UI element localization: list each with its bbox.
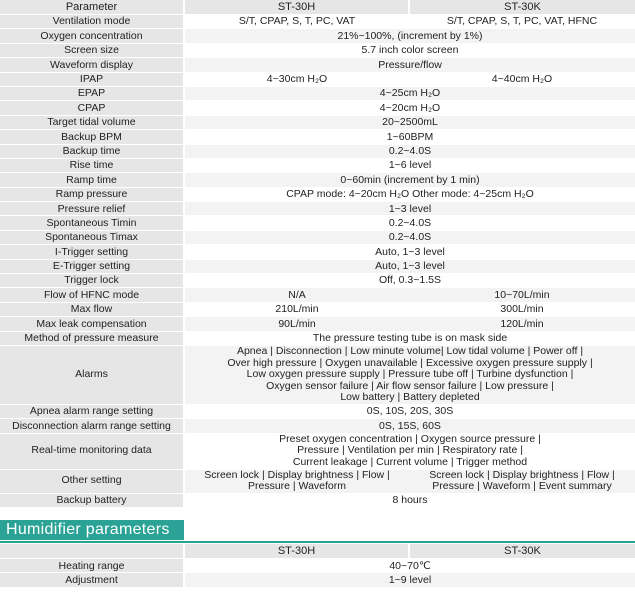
spec-label: EPAP xyxy=(0,86,184,100)
spec-value: 21%~100%, (increment by 1%) xyxy=(184,29,635,43)
spec-label: Rise time xyxy=(0,158,184,172)
spec-label: Apnea alarm range setting xyxy=(0,404,184,418)
humidifier-value: 40~70℃ xyxy=(184,559,635,573)
header-st-30k: ST-30K xyxy=(409,0,635,15)
spec-value: 5.7 inch color screen xyxy=(184,43,635,57)
spec-row xyxy=(0,274,635,288)
spec-row xyxy=(0,101,635,115)
spec-value: CPAP mode: 4~20cm H₂O Other mode: 4~25cm H₂O xyxy=(184,187,635,201)
spec-label: Disconnection alarm range setting xyxy=(0,419,184,433)
text-line: Low oxygen pressure supply | Pressure tube off | Turbine dysfunction | xyxy=(246,368,574,381)
spec-row xyxy=(0,86,635,100)
text-line: Current leakage | Current volume | Trigger method xyxy=(292,455,528,468)
spec-value-st-30h: 4~30cm H₂O xyxy=(184,72,409,86)
spec-value: The pressure testing tube is on mask side xyxy=(184,331,635,345)
spec-row xyxy=(0,72,635,86)
spec-value: 0S, 15S, 60S xyxy=(184,419,635,433)
spec-value-st-30h: 210L/min xyxy=(184,302,409,316)
text-line: Oxygen sensor failure | Air flow sensor failure | Low pressure | xyxy=(266,379,554,392)
humidifier-section-header xyxy=(0,520,635,544)
spec-value: Off, 0.3~1.5S xyxy=(184,274,635,288)
humidifier-header-st-30h: ST-30H xyxy=(184,544,409,559)
spec-row xyxy=(0,331,635,345)
spec-row xyxy=(0,404,635,418)
spec-value: 1~6 level xyxy=(184,158,635,172)
spec-label: Pressure relief xyxy=(0,202,184,216)
spec-value: 4~25cm H₂O xyxy=(184,86,635,100)
spec-label: Target tidal volume xyxy=(0,115,184,129)
spec-label: Method of pressure measure xyxy=(0,331,184,345)
humidifier-table xyxy=(0,544,635,588)
spec-row xyxy=(0,302,635,316)
spec-label: Spontaneous Timin xyxy=(0,216,184,230)
spec-label: Max flow xyxy=(0,302,184,316)
spec-row xyxy=(0,245,635,259)
text-line: Pressure | Ventilation per min | Respiratory rate | xyxy=(297,444,523,457)
other-st-30k xyxy=(409,469,635,493)
spec-value-st-30k: S/T, CPAP, S, T, PC, VAT, HFNC xyxy=(409,15,635,29)
spec-row xyxy=(0,43,635,57)
spec-row-realtime xyxy=(0,433,635,469)
humidifier-value: 1~9 level xyxy=(184,573,635,587)
spec-row xyxy=(0,158,635,172)
section-divider xyxy=(0,541,635,543)
spec-value: 4~20cm H₂O xyxy=(184,101,635,115)
spec-row xyxy=(0,187,635,201)
other-st-30h xyxy=(184,469,409,493)
spec-value: 1~60BPM xyxy=(184,130,635,144)
spec-value-st-30h: 90L/min xyxy=(184,317,409,331)
spec-value: Auto, 1~3 level xyxy=(184,259,635,273)
realtime-list xyxy=(184,433,635,469)
humidifier-row xyxy=(0,559,635,573)
humidifier-title: Humidifier parameters xyxy=(0,520,184,540)
spec-value: 20~2500mL xyxy=(184,115,635,129)
spec-label: IPAP xyxy=(0,72,184,86)
spec-value: 0.2~4.0S xyxy=(184,230,635,244)
spec-row xyxy=(0,230,635,244)
spec-row-alarms xyxy=(0,345,635,404)
spec-label: Spontaneous Timax xyxy=(0,230,184,244)
spec-value-st-30k: 300L/min xyxy=(409,302,635,316)
humidifier-header-row xyxy=(0,544,635,559)
spec-row xyxy=(0,202,635,216)
spec-label: Max leak compensation xyxy=(0,317,184,331)
spec-label: Real-time monitoring data xyxy=(0,433,184,469)
spec-row xyxy=(0,130,635,144)
spec-row xyxy=(0,288,635,302)
humidifier-header-st-30k: ST-30K xyxy=(409,544,635,559)
spec-label: Flow of HFNC mode xyxy=(0,288,184,302)
spec-label: I-Trigger setting xyxy=(0,245,184,259)
text-line: Pressure | Waveform | Event summary xyxy=(432,480,612,493)
spec-value: 0~60min (increment by 1 min) xyxy=(184,173,635,187)
text-line: Pressure | Waveform xyxy=(247,480,347,493)
spec-label: Waveform display xyxy=(0,58,184,72)
spec-label: Ramp pressure xyxy=(0,187,184,201)
header-st-30h: ST-30H xyxy=(184,0,409,15)
spec-label: Backup time xyxy=(0,144,184,158)
spec-label: Alarms xyxy=(0,345,184,404)
spec-label: Ramp time xyxy=(0,173,184,187)
humidifier-label: Adjustment xyxy=(0,573,184,587)
spec-value: 0.2~4.0S xyxy=(184,216,635,230)
text-line: Screen lock | Display brightness | Flow | xyxy=(204,469,390,481)
spec-label: Screen size xyxy=(0,43,184,57)
spec-label: Oxygen concentration xyxy=(0,29,184,43)
humidifier-header-blank xyxy=(0,544,184,559)
spec-row xyxy=(0,173,635,187)
spec-label: CPAP xyxy=(0,101,184,115)
humidifier-row xyxy=(0,573,635,587)
spec-row xyxy=(0,317,635,331)
spec-row xyxy=(0,29,635,43)
spec-value-st-30h: S/T, CPAP, S, T, PC, VAT xyxy=(184,15,409,29)
spec-row xyxy=(0,216,635,230)
text-line: Low battery | Battery depleted xyxy=(340,391,480,404)
text-line: Over high pressure | Oxygen unavailable | Excessive oxygen pressure supply | xyxy=(227,356,593,369)
text-line: Preset oxygen concentration | Oxygen source pressure | xyxy=(279,433,541,445)
spec-row xyxy=(0,15,635,29)
spec-header-row xyxy=(0,0,635,15)
spec-row xyxy=(0,115,635,129)
text-line: Apnea | Disconnection | Low minute volume| Low tidal volume | Power off | xyxy=(236,345,584,357)
spec-value-st-30k: 10~70L/min xyxy=(409,288,635,302)
spec-row xyxy=(0,493,635,507)
spec-value: Auto, 1~3 level xyxy=(184,245,635,259)
spec-row xyxy=(0,259,635,273)
spec-row-other xyxy=(0,469,635,493)
header-parameter: Parameter xyxy=(0,0,184,15)
spec-value: Pressure/flow xyxy=(184,58,635,72)
spec-value: 1~3 level xyxy=(184,202,635,216)
spec-row xyxy=(0,144,635,158)
spec-label: Ventilation mode xyxy=(0,15,184,29)
alarms-list xyxy=(184,345,635,404)
spec-label: E-Trigger setting xyxy=(0,259,184,273)
spec-label: Backup BPM xyxy=(0,130,184,144)
spec-label: Backup battery xyxy=(0,493,184,507)
spec-value-st-30h: N/A xyxy=(184,288,409,302)
spec-label: Trigger lock xyxy=(0,274,184,288)
spec-value-st-30k: 4~40cm H₂O xyxy=(409,72,635,86)
spec-row xyxy=(0,419,635,433)
spec-value: 0.2~4.0S xyxy=(184,144,635,158)
humidifier-label: Heating range xyxy=(0,559,184,573)
spec-label: Other setting xyxy=(0,469,184,493)
spec-value-st-30k: 120L/min xyxy=(409,317,635,331)
spec-row xyxy=(0,58,635,72)
spec-value: 0S, 10S, 20S, 30S xyxy=(184,404,635,418)
text-line: Screen lock | Display brightness | Flow | xyxy=(429,469,615,481)
spec-value: 8 hours xyxy=(184,493,635,507)
